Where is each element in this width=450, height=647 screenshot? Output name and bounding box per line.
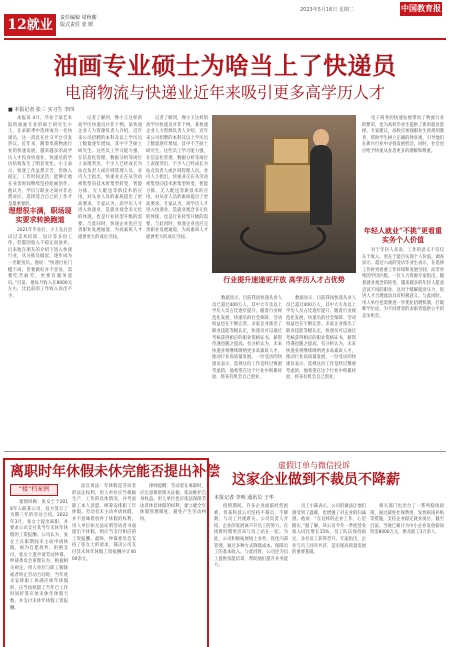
paragraph: 数据显示，目前我国快递从业人员已超过400万人，其中大专及以上学历人员占比逐年提升。随着行业规范化发展，快递员的社会保障、劳动权益也在不断完善。多家企业推出了职业技能等级认定，快递员可以通过考核获得相应的职业资格证书，薪资待遇也随之提高。有分析认为，未来快递业将继续吸纳更多高素质人才，推动行业高质量发展。一位受访的快递员表示，选择这份工作是经过慎重考虑的，他希望在这个行业中积累经验，将来有机会自己创业。 bbox=[212, 296, 282, 381]
editor-line: 责任编辑 周秋蘅 bbox=[60, 15, 97, 21]
paragraph: 员工小陈表示，公司的做法让他们感受到了温暖，也增强了对企业的归属感。他说：“在这样的企业工作，心里踏实。”据了解，该公司今年一季度营业收入同比增长15%，员工队伍保持稳定，多名员工获得晋升。专家指出，企业与员工同舟共济，是实现高质量发展的重要基础。 bbox=[292, 504, 366, 556]
paragraph: 法官说法：年休假是劳动者的法定权利，用人单位应当根据生产、工作的具体情况，并考虑职工本人意愿，统筹安排职工年休假。劳动者未主动申请休假，并不意味着放弃了休假的权利。用人单位如无法证明劳动者书面提出不休假，则应当支付相应的工资报酬。最终，仲裁委员会支持了张女士的请求，裁决公司支付其未休年休假工资报酬共计4000余元。 bbox=[72, 484, 136, 562]
editor-line: 版式责任 张 媛 bbox=[60, 22, 94, 28]
paragraph: 律师提醒：劳动者在离职时，应注意保留相关证据，依法维护自身权益。用人单位也应依法保障劳动者休息休假的权利，建立健全年休假管理制度，避免产生劳动纠纷。 bbox=[140, 484, 206, 522]
section-kicker: 年轻人就业“不挑”更看重实务个人价值 bbox=[363, 226, 443, 244]
courier-photo bbox=[212, 115, 356, 273]
issue-date: 2023年5月16日 星期二 bbox=[300, 7, 354, 13]
article-column bbox=[292, 504, 366, 647]
column-tag: “楼”档案例 bbox=[10, 484, 58, 496]
paragraph: 疫情期间，许多企业面临经营困难，但某科技公司坚持不裁员、不降薪，与员工共渡难关。公司负责人介绍，企业的发展离不开员工的努力，在困难时期更应该与员工站在一起。为此，公司积极拓展线上业务，优化内部管理，通过多种方式降低成本，保障员工的基本收入。与此同时，公司还为员工提供技能培训，帮助他们提升业务能力。 bbox=[214, 504, 288, 569]
article-column bbox=[140, 484, 206, 647]
article-column bbox=[214, 504, 288, 647]
section-number: 12 bbox=[7, 17, 27, 33]
article-column bbox=[286, 296, 356, 450]
article-column bbox=[212, 296, 282, 450]
paragraph: 2021年毕业后，小王先后尝试过美术培训、设计等多份工作，但都因收入不稳定而放弃。后来他在朋友的介绍下进入快递行业，从分拣员做起，逐步成为一名配送员。他说：“快递行业门槛不高，但要做好并不容易，需要吃苦耐劳，更要有服务意识。”目前，他每月收入在8000元左右，比此前的工作收入高出不少。 bbox=[8, 228, 72, 299]
article-column bbox=[146, 116, 208, 450]
paragraph: 对于年轻人来说，工作的意义不仅仅在于收入，更在于能否实现个人价值。调查显示，超过六成的受访毕业生表示，在选择工作时更看重工作环境和发展空间，而非单纯的学历匹配。一位人力资源专家指出，随着就业观念的转变，越来越多的年轻人愿意尝试不同的职业，这对于缓解就业压力、促进人才合理流动具有积极意义。与此同时，用人单位也需要进一步优化招聘机制，打破唯学历论，为不同背景的求职者提供公平的竞争机会。 bbox=[362, 248, 444, 319]
article-kicker: 虚假订单与微信投诉 bbox=[278, 461, 350, 470]
parcel-image bbox=[264, 163, 312, 213]
byline: 本报记者 李明 通讯员 王华 bbox=[214, 495, 274, 501]
section-name: 就业 bbox=[26, 18, 53, 33]
editor-credits bbox=[60, 15, 97, 29]
section-divider bbox=[4, 451, 446, 452]
article-column bbox=[72, 484, 136, 647]
paragraph: 相关部门也出台了一系列稳岗政策，通过减免社保费用、发放稳岗补贴等措施，支持企业稳定就业岗位。截至目前，当地已累计为中小企业发放稳岗资金8000万元，惠及职工3万余人。 bbox=[370, 504, 444, 536]
courier-figure bbox=[310, 145, 332, 225]
article-column bbox=[8, 228, 72, 450]
article-column bbox=[362, 116, 444, 224]
article-column bbox=[370, 504, 444, 647]
article-column bbox=[78, 116, 142, 450]
headline: 油画专业硕士为啥当上了快递员 bbox=[53, 51, 397, 80]
subheadline: 电商物流与快递业近年来吸引更多高学历人才 bbox=[64, 83, 385, 102]
byline: ■ 本报记者 张三 实习生 李四 bbox=[8, 107, 75, 113]
article-column bbox=[362, 248, 444, 450]
paragraph: 数据显示，目前我国快递从业人员已超过400万人，其中大专及以上学历人员占比逐年提升。随着行业规范化发展，快递员的社会保障、劳动权益也在不断完善。多家企业推出了职业技能等级认定，快递员可以通过考核获得相应的职业资格证书，薪资待遇也随之提高。有分析认为，未来快递业将继续吸纳更多高素质人才，推动行业高质量发展。一位受访的快递员表示，选择这份工作是经过慎重考虑的，他希望在这个行业中积累经验，将来有机会自己创业。 bbox=[286, 296, 356, 381]
bike-image bbox=[240, 219, 326, 255]
newspaper-brand: 中国教育报 bbox=[400, 2, 442, 16]
paragraph: 电子商务的快速发展带动了物流行业的繁荣，也为高校毕业生提供了新的就业选择。专家建议，高校应加强职业生涯规划教育，帮助学生树立正确的择业观，引导他们在新兴行业中寻找发展机会。同时，社会也应给予快递从业者更多的理解和尊重。 bbox=[362, 116, 444, 154]
section-kicker: 理想很丰满，职场现实要求转换跑道 bbox=[8, 206, 72, 224]
paragraph: 案情回顾：张女士于2018年入职某公司，双方签订了为期三年的劳动合同。2022年3月，张女士提出离职，并要求公司支付其当年未休年休假的工资报酬。公司认为，张女士在职期间未主动申请休假，视为自愿放弃，拒绝支付。张女士遂申请劳动仲裁。仲裁委员会审理认为，根据相关规定，用人单位与职工解除或者终止劳动合同时，当年度未安排职工休满应休年休假的，应当按照职工当年已工作时间折算应休未休年休假天数，并支付未休年休假工资报酬。 bbox=[10, 500, 68, 611]
article-column bbox=[10, 500, 68, 647]
paragraph: 记者了解到，像小王这样的高学历快递员并非个例。某快递企业人力资源负责人介绍，近年来公司招聘的本科及以上学历员工数量逐年增加，其中不乏硕士研究生。这些员工学习能力强，在信息化管理、数据分析等岗位上表现突出，不少人已经成长为站点负责人或区域管理人员。业内人士指出，快递业正在从劳动密集型向技术密集型转变，智能分拣、无人配送等新技术的应用，对从业人员的素质提出了更高要求。专家认为，高学历人才进入快递业，是就业观念多元化的体现，也是行业转型升级的需要。与此同时，快递企业也应完善职业发展通道，为高素质人才提供更大的成长空间。 bbox=[146, 116, 208, 240]
section-tag bbox=[4, 14, 56, 36]
header-rule bbox=[4, 38, 446, 40]
article-headline: 这家企业做到不裁员不降薪 bbox=[232, 472, 400, 488]
article-column bbox=[8, 116, 72, 207]
photo-caption: 行业提升速递更开放 高学历人才占优势 bbox=[223, 275, 345, 284]
article-headline: 离职时年休假未休完能否提出补偿 bbox=[10, 464, 220, 480]
paragraph: 本报讯 4月，毕业于某艺术院校油画专业的硕士研究生小王，在求职季中选择成为一名快递员，这一消息在社交平台引发热议。近年来，随着电商物流行业的快速发展，越来越多的高学历人才投身快递业，快递员的学历结构发生了明显变化。小王表示，快递工作虽然辛苦，但收入稳定，工作时间灵活，能够让他在业余时间继续坚持绘画创作。他认为，学历与职业之间并非必然对应，选择适合自己的工作才是最重要的。 bbox=[8, 116, 72, 207]
paragraph: 记者了解到，像小王这样的高学历快递员并非个例。某快递企业人力资源负责人介绍，近年来公司招聘的本科及以上学历员工数量逐年增加，其中不乏硕士研究生。这些员工学习能力强，在信息化管理、数据分析等岗位上表现突出，不少人已经成长为站点负责人或区域管理人员。业内人士指出，快递业正在从劳动密集型向技术密集型转变，智能分拣、无人配送等新技术的应用，对从业人员的素质提出了更高要求。专家认为，高学历人才进入快递业，是就业观念多元化的体现，也是行业转型升级的需要。与此同时，快递企业也应完善职业发展通道，为高素质人才提供更大的成长空间。 bbox=[78, 116, 142, 240]
